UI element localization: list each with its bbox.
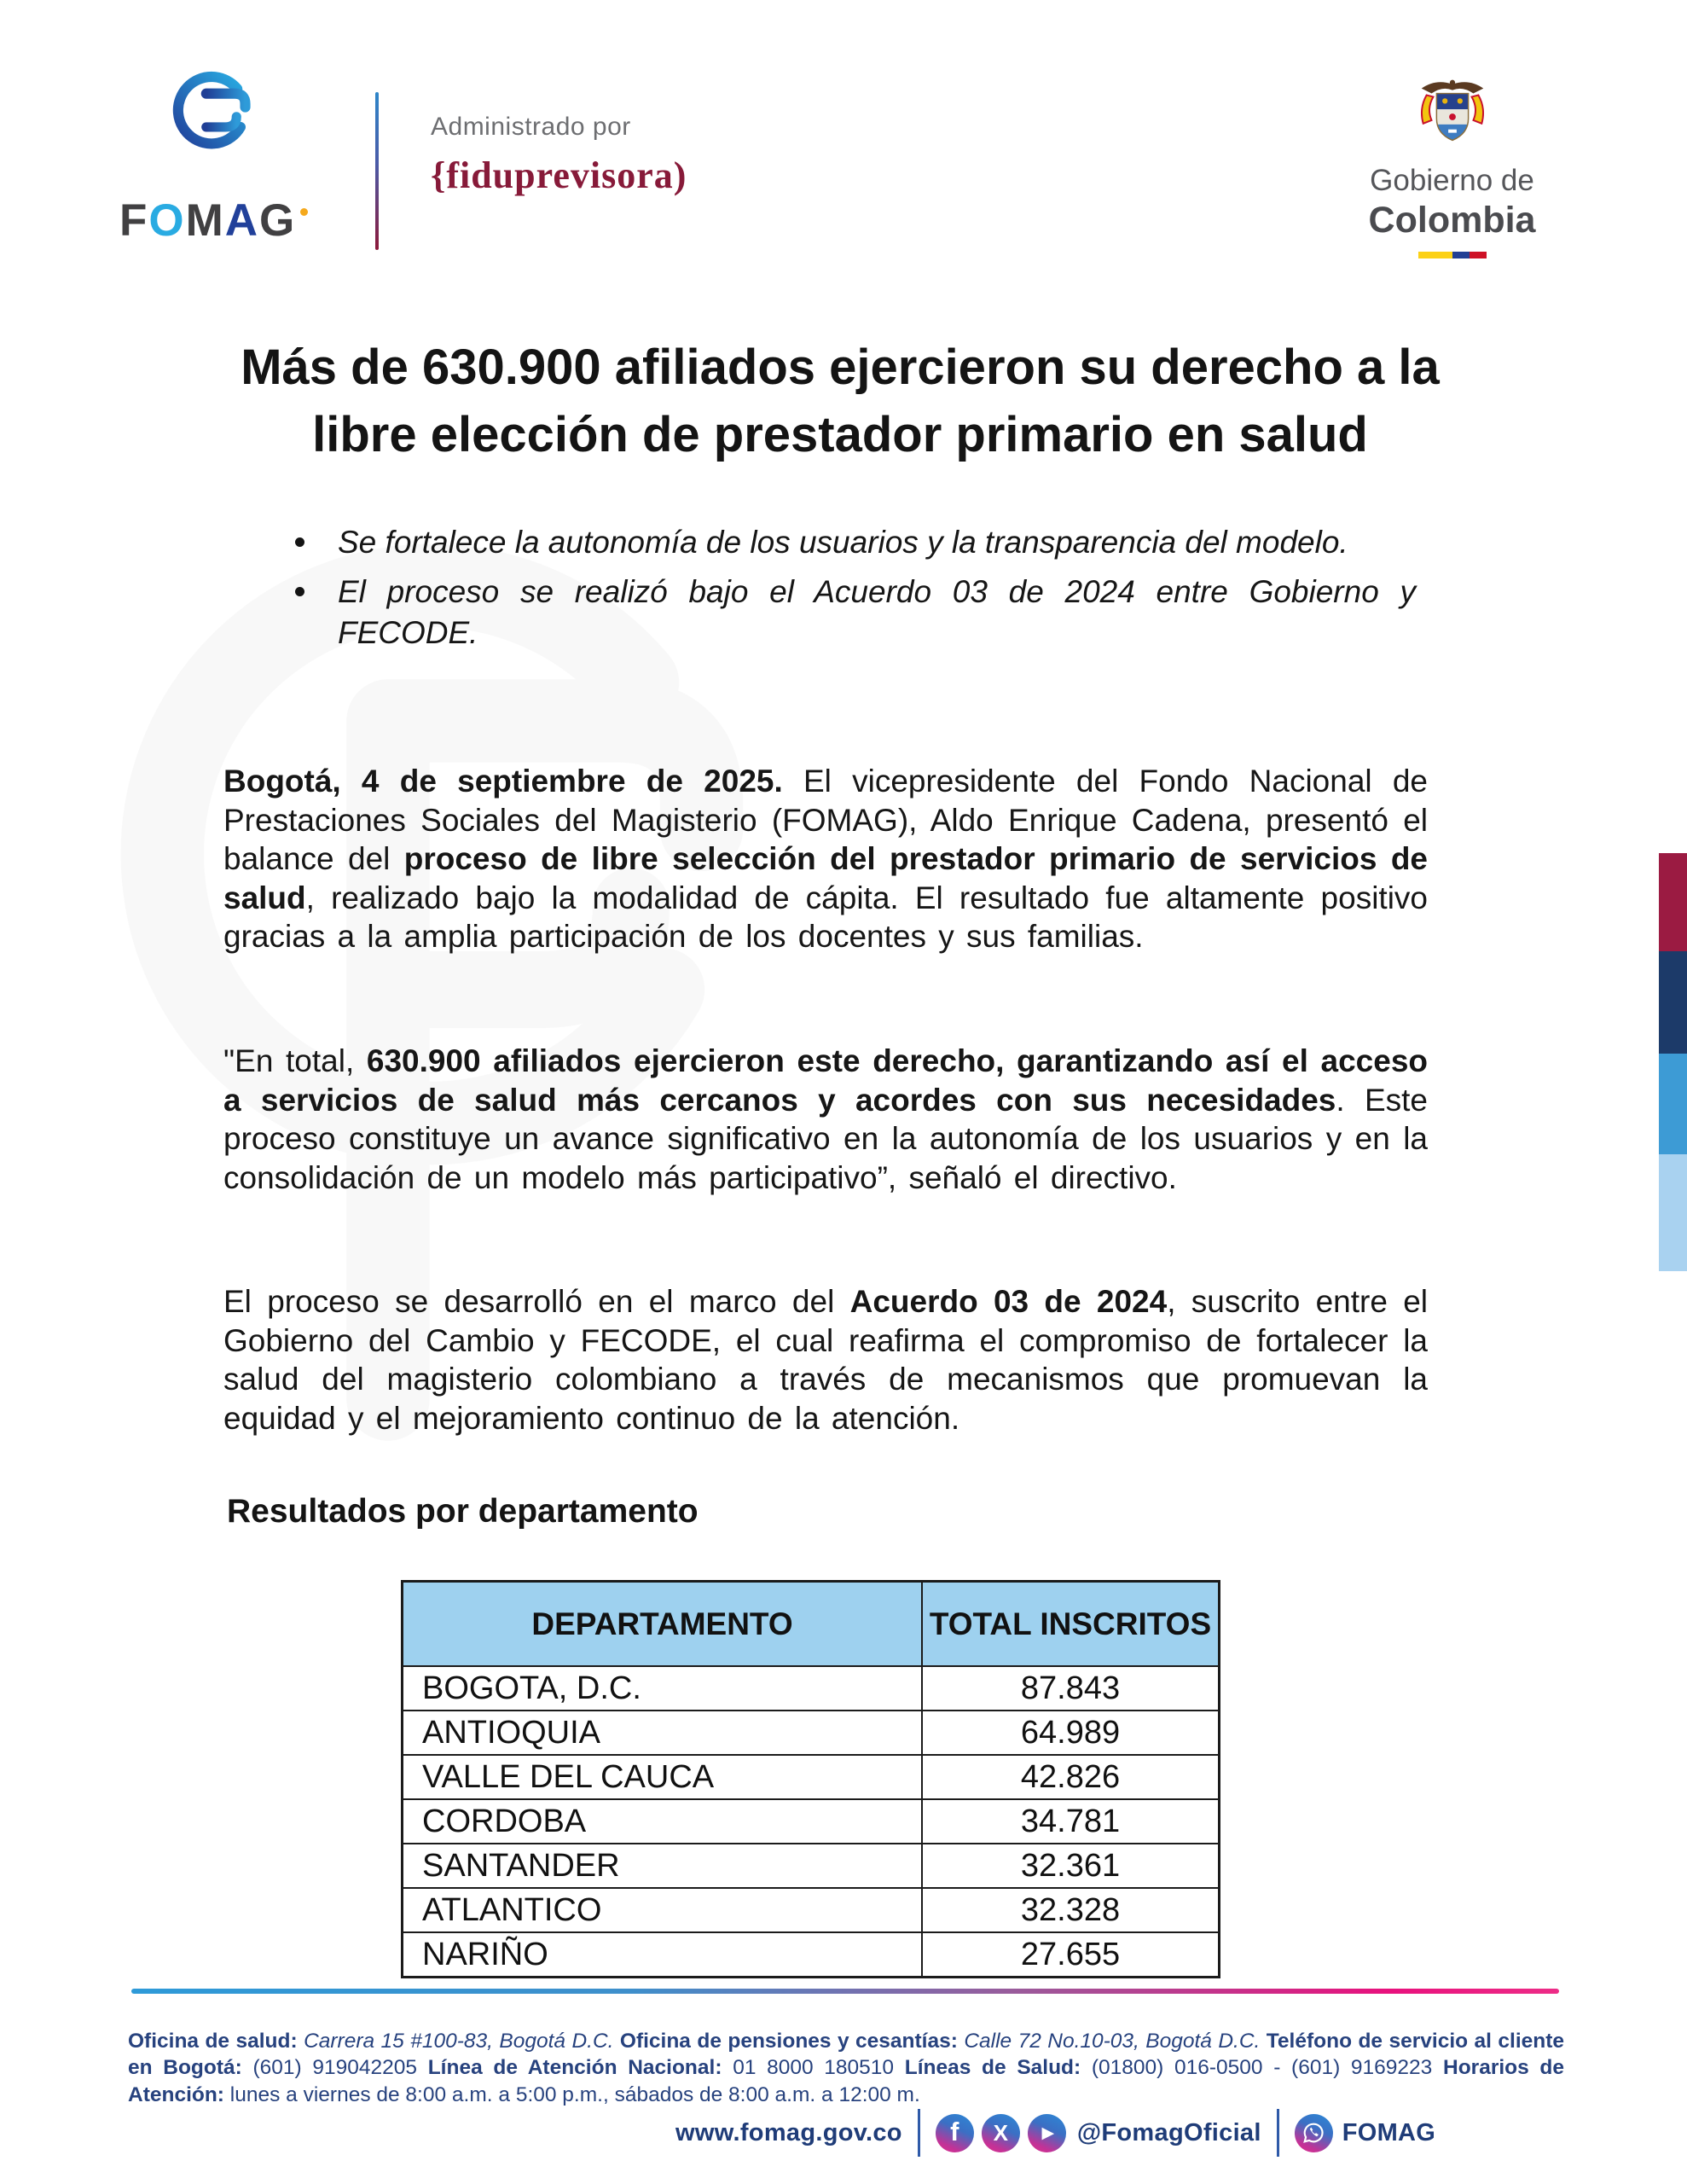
dateline-bold: Bogotá, 4 de septiembre de 2025. — [223, 764, 783, 799]
fomag-letter: F — [119, 195, 149, 246]
paragraph-acuerdo — [223, 1282, 1428, 1438]
total-cell: 32.328 — [922, 1888, 1220, 1932]
total-cell: 34.781 — [922, 1799, 1220, 1844]
table-row — [403, 1666, 1220, 1711]
paragraph-bold: Acuerdo 03 de 2024 — [849, 1284, 1168, 1319]
total-cell: 32.361 — [922, 1844, 1220, 1888]
table-row — [403, 1932, 1220, 1978]
paragraph-text: El proceso se desarrolló en el marco del — [223, 1284, 850, 1319]
vertical-divider — [1277, 2109, 1279, 2157]
youtube-glyph: ▶ — [1041, 2123, 1055, 2142]
contact-label: Oficina de pensiones y cesantías: — [619, 2029, 958, 2053]
section-heading-results: Resultados por departamento — [227, 1493, 699, 1530]
bullet-item: El proceso se realizó bajo el Acuerdo 03 de 2024 entre Gobierno y FECODE. — [288, 572, 1416, 653]
highlight-bullets — [288, 522, 1416, 662]
fomag-letter: A — [224, 195, 260, 246]
x-glyph: X — [993, 2119, 1008, 2146]
x-twitter-icon[interactable] — [982, 2114, 1020, 2152]
contact-value: 01 8000 180510 — [733, 2056, 895, 2079]
paragraph-bold: 630.900 afiliados ejercieron este derecho, garantizando así el acceso a servicios de salud más cercanos y acordes con sus necesidades — [223, 1043, 1428, 1118]
page-title: Más de 630.900 afiliados ejercieron su derecho a la libre elección de prestador primario en salud — [241, 339, 1440, 462]
paragraph-text: , realizado bajo la modalidad de cápita. El resultado fue altamente positivo gracias a la amplia participación de los docentes y sus familias. — [223, 880, 1428, 954]
edge-strip-navy — [1659, 951, 1687, 1054]
whatsapp-handle[interactable]: FOMAG — [1342, 2118, 1436, 2146]
contact-label: Oficina de salud: — [128, 2029, 298, 2053]
fomag-g-mark-icon — [168, 67, 264, 186]
whatsapp-icon[interactable] — [1295, 2114, 1333, 2152]
social-bar — [675, 2106, 1435, 2160]
department-cell: NARIÑO — [403, 1932, 923, 1978]
gobierno-de-colombia-logo — [1339, 75, 1565, 258]
gobierno-line1: Gobierno de — [1370, 164, 1534, 197]
edge-strip-red — [1659, 853, 1687, 951]
fiduprevisora-wordmark: {fiduprevisora) — [431, 154, 687, 196]
fomag-gold-dot — [300, 208, 308, 216]
department-cell: CORDOBA — [403, 1799, 923, 1844]
fomag-wordmark — [119, 195, 308, 247]
total-cell: 64.989 — [922, 1711, 1220, 1755]
vertical-divider — [918, 2109, 920, 2157]
website-link[interactable]: www.fomag.gov.co — [675, 2118, 902, 2146]
gobierno-line2: Colombia — [1368, 200, 1536, 241]
fomag-letter: O — [148, 195, 186, 246]
paragraph-text: "En total, — [223, 1043, 367, 1078]
paragraph-dateline — [223, 762, 1428, 956]
department-cell: SANTANDER — [403, 1844, 923, 1888]
table-row — [403, 1711, 1220, 1755]
paragraph-text: El vicepresidente del Fondo Nacional de Prestaciones Sociales del Magisterio (FOMAG), Aldo Enrique Cadena, presentó el balance del — [223, 764, 1429, 876]
contact-value: (01800) 016-0500 - (601) 9169223 — [1091, 2056, 1433, 2079]
total-cell: 27.655 — [922, 1932, 1220, 1978]
flag-red — [1470, 252, 1487, 258]
social-handle[interactable]: @FomagOficial — [1076, 2118, 1261, 2146]
column-header-total-inscritos: TOTAL INSCRITOS — [922, 1582, 1220, 1667]
paragraph-text: , suscrito entre el Gobierno del Cambio y FECODE, el cual reafirma el compromiso de fortalecer la salud del magisterio colombiano a través de mecanismos que promuevan la equidad y el mejoramiento continuo de la atención. — [223, 1284, 1428, 1436]
fomag-letter: G — [259, 195, 297, 246]
column-header-departamento: DEPARTAMENTO — [403, 1582, 923, 1667]
results-table-container — [401, 1580, 1220, 1978]
fiduprevisora-block — [431, 113, 687, 197]
paragraph-bold: proceso de libre selección del prestador primario de servicios de salud — [223, 841, 1429, 915]
fomag-letter: M — [185, 195, 225, 246]
contact-value: lunes a viernes de 8:00 a.m. a 5:00 p.m., sábados de 8:00 a.m. a 12:00 m. — [229, 2082, 920, 2106]
contact-label: Línea de Atención Nacional: — [427, 2056, 722, 2079]
department-cell: ANTIOQUIA — [403, 1711, 923, 1755]
flag-blue — [1452, 252, 1470, 258]
contact-info — [128, 2028, 1564, 2109]
contact-label: Teléfono de servicio al cliente en Bogotá: — [128, 2029, 1565, 2079]
bullet-item: Se fortalece la autonomía de los usuarios y la transparencia del modelo. — [288, 522, 1416, 563]
paragraph-quote — [223, 1042, 1428, 1197]
table-row — [403, 1888, 1220, 1932]
table-row — [403, 1799, 1220, 1844]
facebook-glyph: f — [950, 2117, 959, 2146]
contact-label: Horarios de Atención: — [128, 2056, 1565, 2106]
colombia-coat-of-arms-icon — [1414, 75, 1491, 159]
contact-value: Carrera 15 #100-83, Bogotá D.C. — [304, 2029, 614, 2053]
contact-value: Calle 72 No.10-03, Bogotá D.C. — [964, 2029, 1261, 2053]
paragraph-text: . Este proceso constituye un avance significativo en la autonomía de los usuarios y en la consolidación de un modelo más participativo”, señaló el directivo. — [223, 1082, 1428, 1195]
table-row — [403, 1844, 1220, 1888]
footer-gradient-divider — [131, 1989, 1559, 1994]
contact-value: (601) 919042205 — [252, 2056, 418, 2079]
contact-label: Líneas de Salud: — [904, 2056, 1081, 2079]
department-cell: VALLE DEL CAUCA — [403, 1755, 923, 1799]
table-header-row — [403, 1582, 1220, 1667]
department-cell: BOGOTA, D.C. — [403, 1666, 923, 1711]
facebook-icon[interactable] — [936, 2114, 974, 2152]
brand-divider — [375, 92, 379, 250]
colombia-flag-bar — [1418, 252, 1487, 258]
total-cell: 87.843 — [922, 1666, 1220, 1711]
administered-by-label: Administrado por — [431, 113, 631, 141]
results-by-department-table — [401, 1580, 1220, 1978]
department-cell: ATLANTICO — [403, 1888, 923, 1932]
edge-strip-blue — [1659, 1054, 1687, 1154]
youtube-icon[interactable] — [1028, 2114, 1066, 2152]
flag-yellow — [1418, 252, 1452, 258]
edge-strip-light-blue — [1659, 1154, 1687, 1271]
total-cell: 42.826 — [922, 1755, 1220, 1799]
table-row — [403, 1755, 1220, 1799]
